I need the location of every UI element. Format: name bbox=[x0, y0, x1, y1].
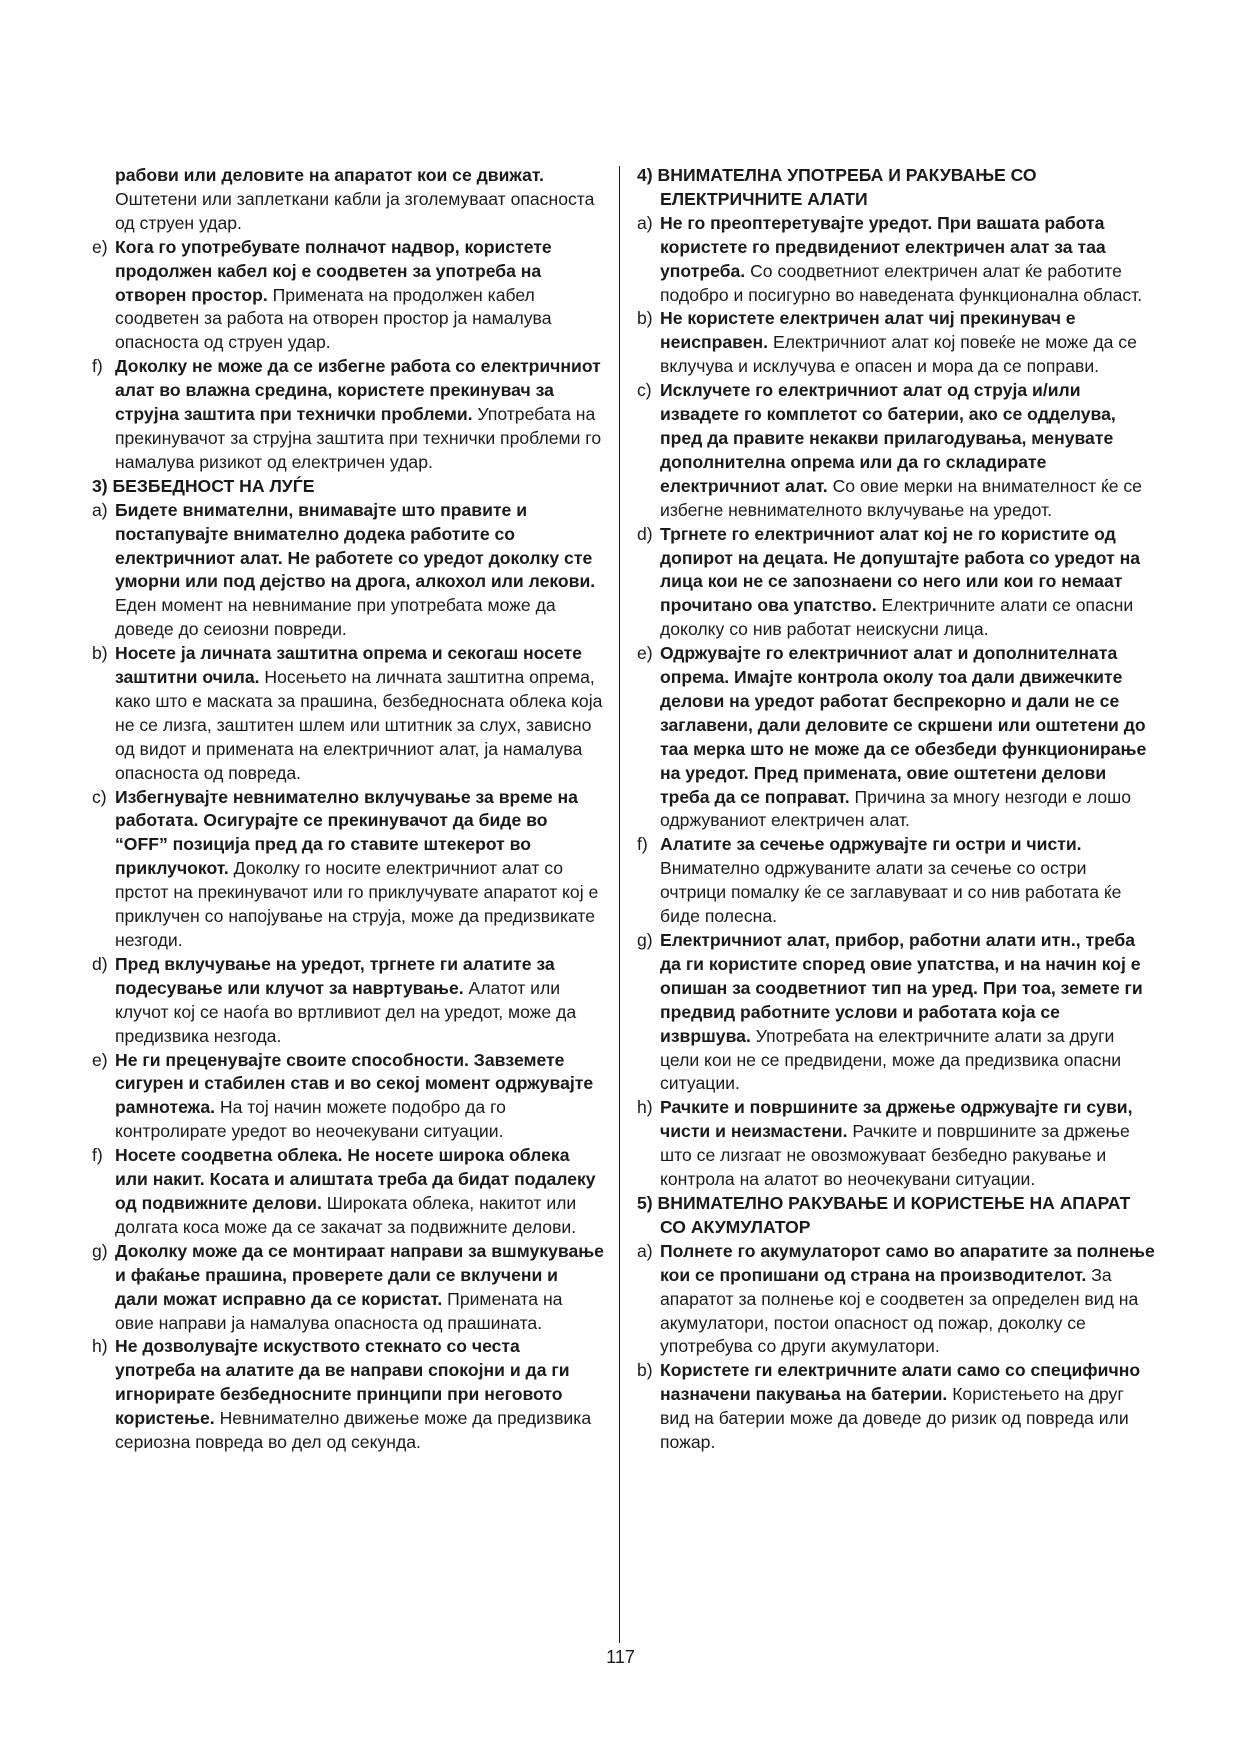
list-item bbox=[92, 1049, 604, 1145]
item-text: Причина за многу незгоди е лошо одржуваниот електричен алат. bbox=[660, 786, 1132, 831]
item-label: c) bbox=[637, 380, 652, 401]
item-text: Носењето на личната заштитна опрема, како што е маската за прашина, безбедносната облека која не се лизга, заштитен шлем или штитник за слух, зависно од видот и примената на електричниот алат, ја намалува опасноста од повреда. bbox=[115, 667, 603, 783]
item-bold-text: Не ги преценувајте своите способности. Завземете сигурен и стабилен став и во секој момент одржувајте рамнотежа. bbox=[115, 1049, 594, 1118]
item-text: За апаратот за полнење кој е соодветен за определен вид на акумулатори, постои опасност од пожар, доколку се употребува со други акумулатори. bbox=[660, 1264, 1139, 1357]
list-item bbox=[92, 355, 604, 475]
item-label: h) bbox=[637, 1097, 653, 1118]
list-item bbox=[637, 1096, 1155, 1192]
item-bold-text: Рачките и површините за држење одржувајте ги суви, чисти и неизмастени. bbox=[660, 1097, 1133, 1142]
intro-paragraph bbox=[92, 164, 604, 236]
list-item bbox=[92, 1240, 604, 1336]
item-text: Рачките и површините за држење што се лизгаат не овозможуваат безбедно ракување и контрола на алатот во неочекувани ситуации. bbox=[660, 1121, 1130, 1190]
item-bold-text: Избегнувајте невнимателно вклучување за време на работата. Осигурајте се прекинувачот да биде во “OFF” позиција пред да го ставите штекерот во приклучокот. bbox=[115, 786, 578, 879]
item-label: a) bbox=[637, 212, 653, 233]
item-label: b) bbox=[637, 1360, 653, 1381]
item-label: g) bbox=[637, 930, 653, 950]
item-text: Внимателно одржуваните алати за сечење со остри очтрици помалку ќе се заглавуваат и со нив работата ќе биде полесна. bbox=[660, 858, 1122, 927]
item-bold-text: Полнете го акумулаторот само во апаратите за полнење кои се пропишани од страна на производителот. bbox=[660, 1240, 1155, 1285]
item-label: d) bbox=[637, 523, 653, 544]
item-text: Електричните алати се опасни доколку со нив работат неискусни лица. bbox=[660, 595, 1134, 640]
item-label: d) bbox=[92, 953, 108, 974]
intro-bold-text: рабови или деловите на апаратот кои се движат. bbox=[115, 165, 544, 185]
item-bold-text: Доколку може да се монтираат направи за вшмукување и фаќање прашина, проверете дали се вклучени и дали можат исправно да се користат. bbox=[115, 1240, 604, 1309]
item-bold-text: Користете ги електричните алати само со специфично назначени пакувања на батерии. bbox=[660, 1360, 1141, 1405]
item-label: f) bbox=[92, 356, 103, 377]
item-label: a) bbox=[637, 1240, 653, 1261]
list-item bbox=[637, 929, 1155, 1096]
list-item bbox=[637, 379, 1155, 522]
item-text: Невнимателно движење може да предизвика сериозна повреда во дел од секунда. bbox=[115, 1408, 592, 1453]
list-item bbox=[92, 1144, 604, 1240]
item-text: Примената на овие направи ја намалува опасноста од прашината. bbox=[115, 1288, 563, 1333]
list-item bbox=[637, 642, 1155, 833]
list-item bbox=[92, 642, 604, 785]
item-text: Електричниот алат кој повеќе не може да се вклучува и исклучува е опасен и мора да се поправи. bbox=[660, 332, 1137, 377]
list-item bbox=[92, 1335, 604, 1455]
item-bold-text: Носете ја личната заштитна опрема и секогаш носете заштитни очила. bbox=[115, 643, 582, 688]
list-item bbox=[92, 236, 604, 356]
item-bold-text: Тргнете го електричниот алат кој не го користите од допирот на децата. Не допуштајте работа со уредот на лица кои не се запознаени со него или кои го немаат прочитано ова упатство. bbox=[660, 523, 1141, 616]
item-label: f) bbox=[637, 834, 648, 855]
item-text: Еден момент на невнимание при употребата може да доведе до сеиозни повреди. bbox=[115, 595, 556, 640]
list-item bbox=[637, 1240, 1155, 1360]
intro-text: Оштетени или заплеткани кабли ја зголемуваат опасноста од струен удар. bbox=[115, 188, 595, 233]
left-column bbox=[92, 164, 604, 1455]
item-label: a) bbox=[92, 499, 108, 520]
list-item bbox=[637, 833, 1155, 929]
item-text: Алатот или клучот кој се наоѓа во вртливиот дел на уредот, може да предизвика незгода. bbox=[115, 977, 577, 1046]
item-text: Употребата на електричните алати за други цели кои не се предвидени, може да предизвика опасни ситуации. bbox=[660, 1025, 1122, 1094]
list-item bbox=[92, 786, 604, 953]
list-item bbox=[637, 212, 1155, 308]
item-text: Примената на продолжен кабел соодветен за работа на отворен простор ја намалува опасноста од струен удар. bbox=[115, 284, 552, 353]
list-item bbox=[637, 1359, 1155, 1455]
item-bold-text: Пред вклучување на уредот, тргнете ги алатите за подесување или клучот за навртување. bbox=[115, 953, 555, 998]
section-heading-5: 5) ВНИМАТЕЛНО РАКУВАЊЕ И КОРИСТЕЊЕ НА АПАРАТ СО АКУМУЛАТОР bbox=[637, 1192, 1131, 1237]
item-text: Користењето на друг вид на батерии може да доведе до ризик од повреда или пожар. bbox=[660, 1384, 1129, 1453]
item-label: b) bbox=[92, 643, 108, 664]
item-bold-text: Кога го употребувате полначот надвор, користете продолжен кабел кој е соодветен за употреба на отворен простор. bbox=[115, 236, 552, 305]
list-item bbox=[637, 523, 1155, 643]
item-label: g) bbox=[92, 1240, 108, 1261]
item-label: c) bbox=[92, 786, 107, 807]
item-bold-text: Електричниот алат, прибор, работни алати итн., треба да ги користите според овие упатства, и на начин кој е опишан за соодветниот тип на уред. При тоа, земете ги предвид работните услови и работата која се извршува. bbox=[660, 930, 1143, 1046]
item-text: Широката облека, накитот или долгата коса може да се закачат за подвижните делови. bbox=[115, 1192, 577, 1237]
item-bold-text: Исклучете го електричниот алат од струја и/или извадете го комплетот со батерии, ако се одделува, пред да правите некакви прилагодувања, менувате дополнителна опрема или да го складирате електричниот алат. bbox=[660, 380, 1116, 496]
item-bold-text: Не дозволувајте искуството стекнато со честа употреба на алатите да ве направи спокојни и да ги игнорирате безбедносните принципи при неговото користење. bbox=[115, 1336, 570, 1429]
item-label: e) bbox=[92, 1049, 108, 1070]
right-column bbox=[637, 164, 1155, 1455]
page-number: 117 bbox=[606, 1647, 635, 1667]
item-label: b) bbox=[637, 308, 653, 329]
column-divider bbox=[619, 166, 620, 1643]
list-item bbox=[637, 307, 1155, 379]
item-text: На тој начин можете подобро да го контролирате уредот во неочекувани ситуации. bbox=[115, 1097, 506, 1142]
item-bold-text: Одржувајте го електричниот алат и дополнителната опрема. Имајте контрола околу тоа дали движечките делови на уредот работат беспрекорно и дали не се заглавени, дали деловите се скршени или оштетени до таа мерка што не може да се обезбеди функционирање на уредот. Пред примената, овие оштетени делови треба да се поправат. bbox=[660, 643, 1147, 807]
item-label: e) bbox=[92, 236, 108, 257]
item-bold-text: Не користете електричен алат чиј прекинувач е неисправен. bbox=[660, 308, 1076, 353]
item-bold-text: Не го преоптеретувајте уредот. При вашата работа користете го предвидениот електричен алат за таа употреба. bbox=[660, 212, 1106, 281]
item-bold-text: Доколку не може да се избегне работа со електричниот алат во влажна средина, користете прекинувач за струјна заштита при технички проблеми. bbox=[115, 356, 601, 425]
section-heading-4: 4) ВНИМАТЕЛНА УПОТРЕБА И РАКУВАЊЕ СО ЕЛЕКТРИЧНИТЕ АЛАТИ bbox=[637, 165, 1037, 209]
item-label: e) bbox=[637, 643, 653, 664]
item-bold-text: Носете соодветна облека. Не носете широка облека или накит. Косата и алиштата треба да бидат подалеку од подвижните делови. bbox=[115, 1145, 596, 1213]
item-text: Со соодветниот електричен алат ќе работите подобро и посигурно во наведената функционална област. bbox=[660, 260, 1143, 305]
item-bold-text: Алатите за сечење одржувајте ги остри и чисти. bbox=[660, 834, 1082, 855]
item-label: h) bbox=[92, 1336, 108, 1357]
item-bold-text: Бидете внимателни, внимавајте што правите и постапувајте внимателно додека работите со електричниот алат. Не работете со уредот доколку сте уморни или под дејство на дрога, алкохол или лекови. bbox=[115, 499, 596, 592]
item-text: Доколку го носите електричниот алат со прстот на прекинувачот или го приклучувате апаратот кој е приклучен со напојување на струја, може да предизвикате незгоди. bbox=[115, 858, 599, 950]
section-heading-3: 3) БЕЗБЕДНОСТ НА ЛУЃЕ bbox=[92, 475, 315, 496]
item-text: Употребата на прекинувачот за струјна заштита при технички проблеми го намалува ризикот од електричен удар. bbox=[115, 404, 602, 472]
list-item bbox=[92, 499, 604, 642]
list-item bbox=[92, 953, 604, 1049]
item-text: Со овие мерки на внимателност ќе се избегне невнимателното вклучување на уредот. bbox=[660, 475, 1142, 520]
item-label: f) bbox=[92, 1145, 103, 1166]
